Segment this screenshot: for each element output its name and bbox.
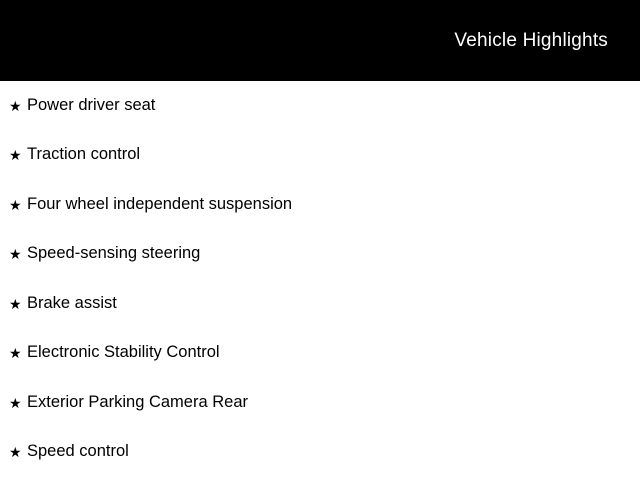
list-item — [0, 81, 640, 131]
star-icon: ★ — [9, 345, 22, 362]
header-bar — [0, 0, 640, 81]
list-item-label: Traction control — [27, 145, 141, 164]
list-item-label: Four wheel independent suspension — [27, 194, 293, 213]
list-item-label: Exterior Parking Camera Rear — [27, 392, 248, 411]
list-item — [0, 279, 640, 329]
star-icon: ★ — [9, 147, 22, 164]
vehicle-highlights-list — [0, 81, 640, 477]
list-item — [0, 329, 640, 379]
page-title: Vehicle Highlights — [454, 30, 608, 51]
star-icon: ★ — [9, 97, 22, 114]
list-item-label: Speed control — [27, 442, 129, 461]
list-item-label: Speed-sensing steering — [27, 244, 201, 263]
list-item — [0, 131, 640, 181]
list-item-label: Electronic Stability Control — [27, 343, 220, 362]
star-icon: ★ — [9, 394, 22, 411]
list-item — [0, 428, 640, 478]
star-icon: ★ — [9, 246, 22, 263]
star-icon: ★ — [9, 444, 22, 461]
list-item — [0, 230, 640, 280]
list-item-label: Brake assist — [27, 293, 117, 312]
list-item-label: Power driver seat — [27, 95, 156, 114]
list-item — [0, 180, 640, 230]
star-icon: ★ — [9, 295, 22, 312]
star-icon: ★ — [9, 196, 22, 213]
list-item — [0, 378, 640, 428]
